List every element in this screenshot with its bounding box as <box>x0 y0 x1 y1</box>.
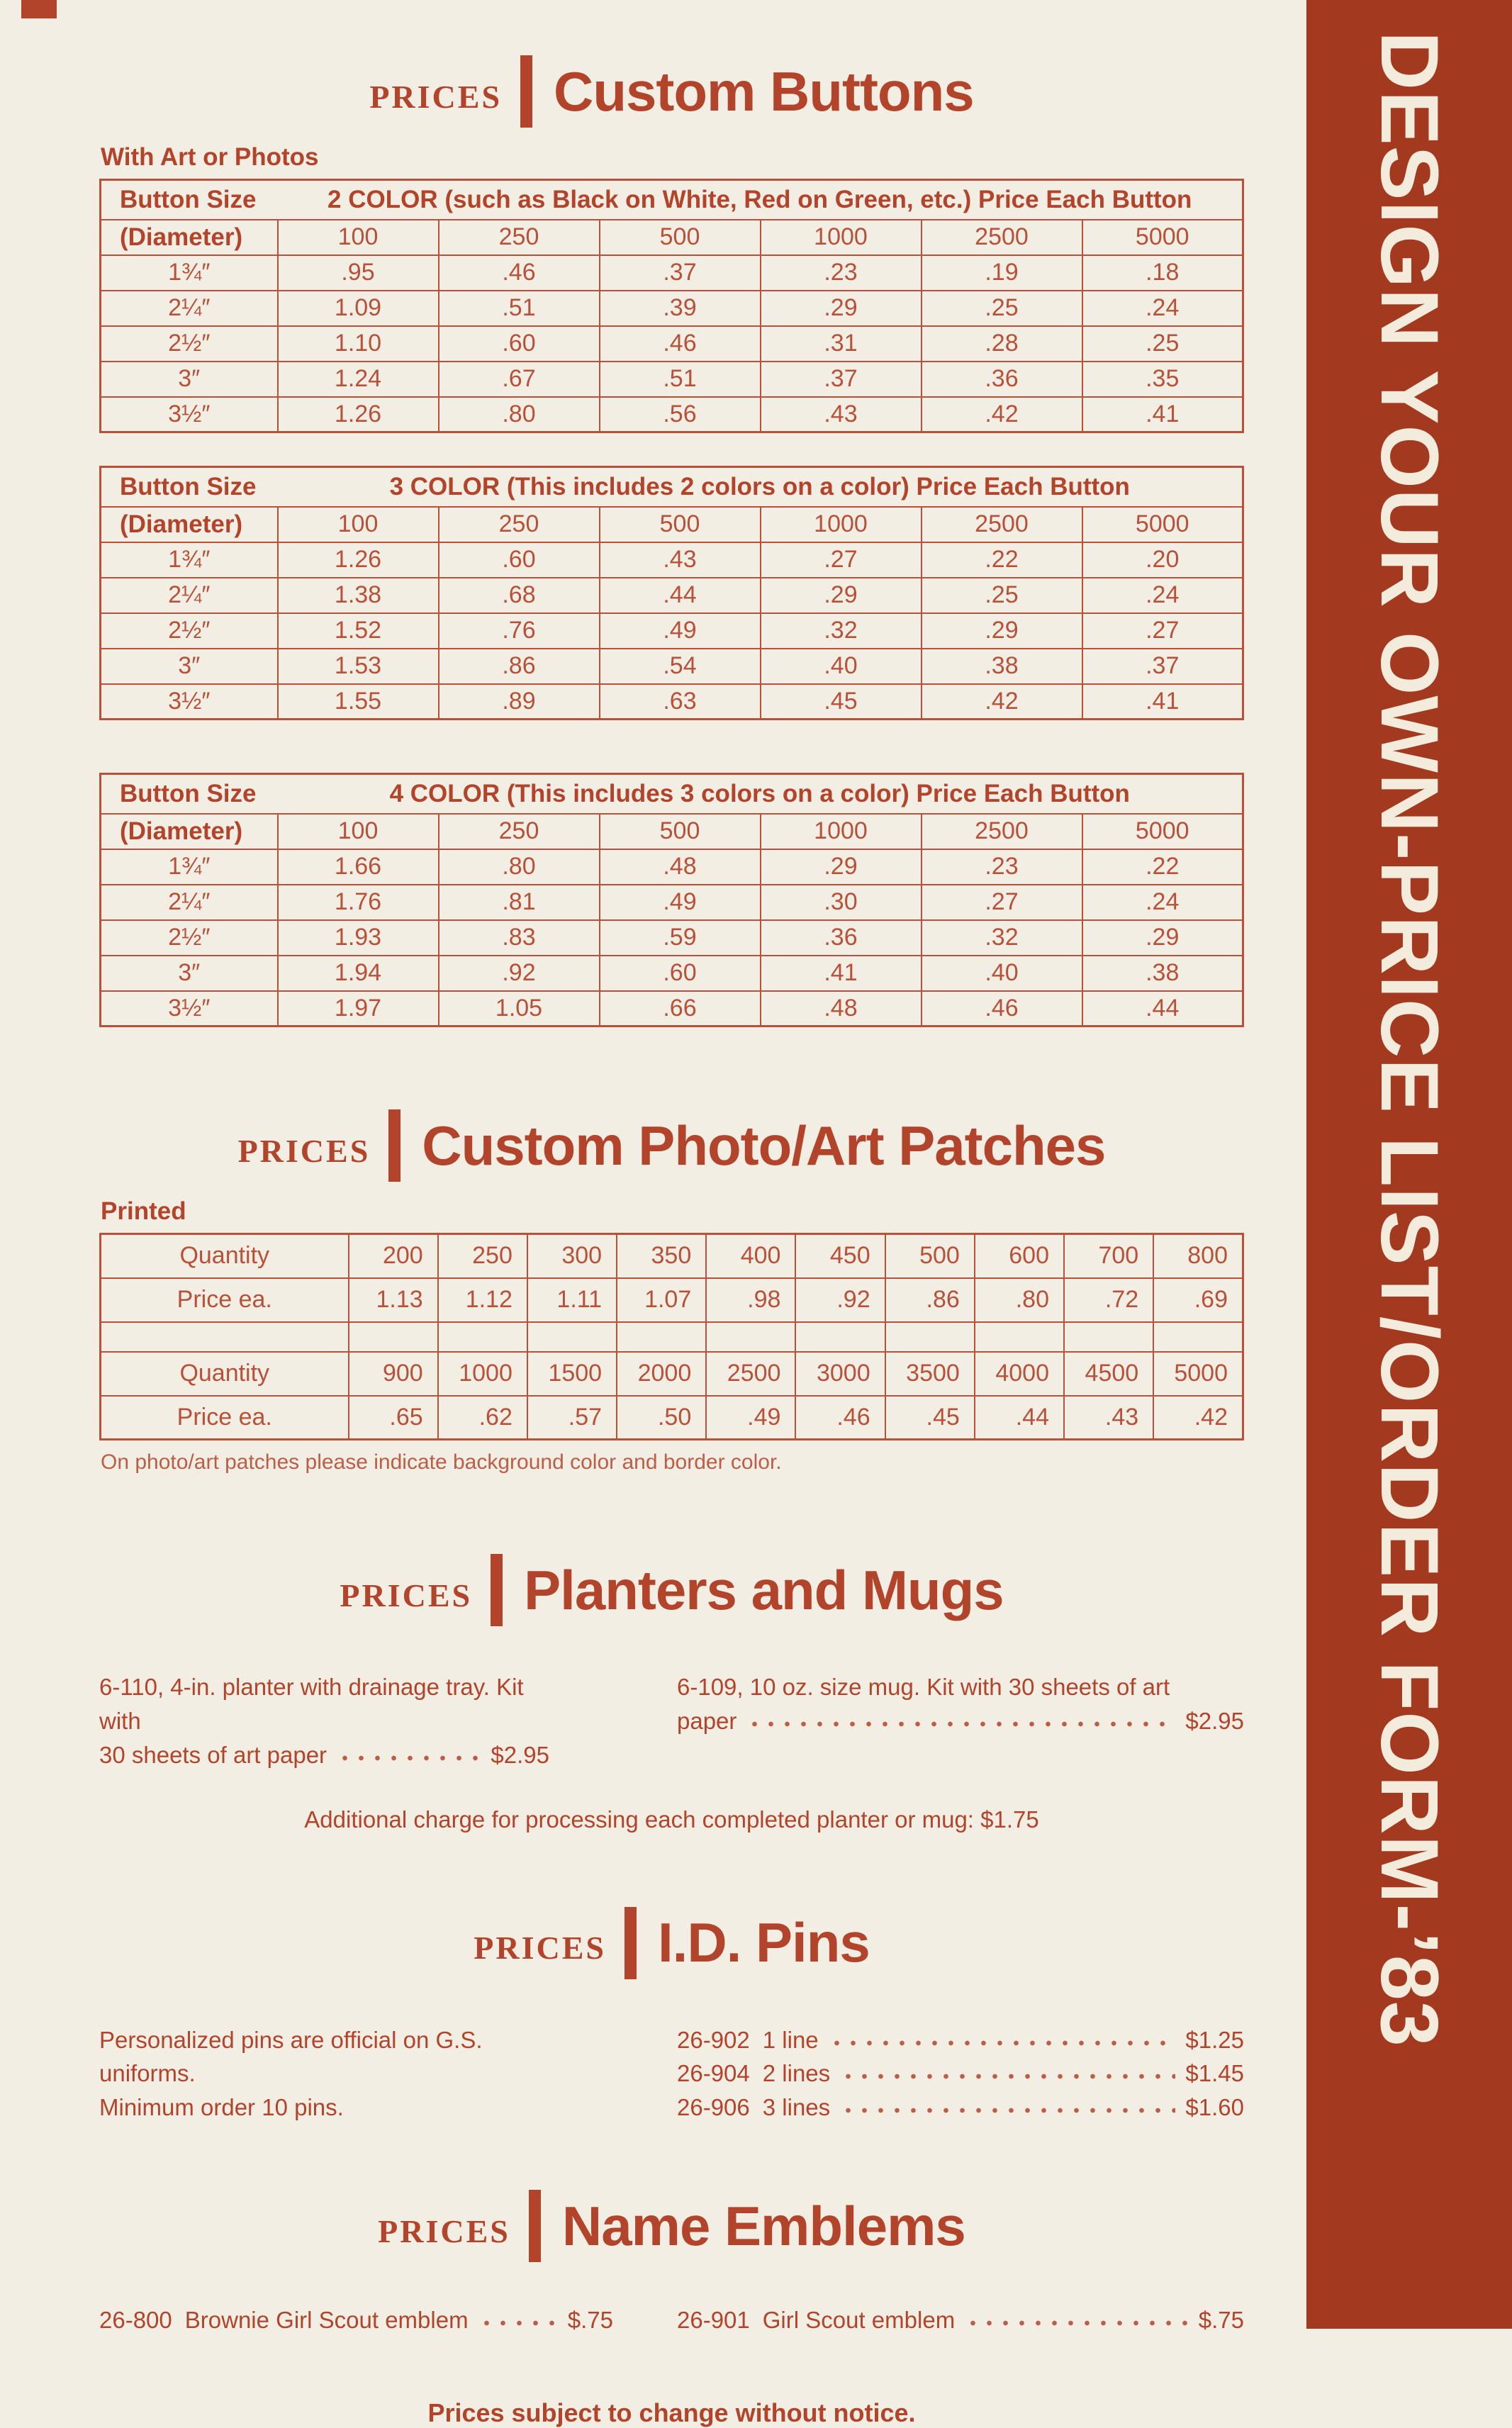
table-cell: .25 <box>1082 326 1243 362</box>
table-cell: .38 <box>1082 956 1243 991</box>
with-art-or-photos-label: With Art or Photos <box>101 143 319 171</box>
table-cell: .27 <box>1082 613 1243 649</box>
table-cell: 1¾″ <box>101 542 278 578</box>
table-header-cell: 500 <box>600 814 761 849</box>
heading-divider-bar <box>625 1907 637 1979</box>
vertical-band-text: DESIGN YOUR OWN-PRICE LIST/ORDER FORM-’83 <box>1364 31 1455 2047</box>
prices-eyebrow: PRICES <box>340 1577 473 1613</box>
patches-footnote: On photo/art patches please indicate background color and border color. <box>101 1450 782 1474</box>
table-cell: .66 <box>600 991 761 1026</box>
table-cell: .67 <box>439 362 600 397</box>
table-cell: .41 <box>1082 397 1243 432</box>
vertical-title-band <box>1306 0 1512 2329</box>
table-cell: 4500 <box>1064 1352 1153 1396</box>
item-text-line: 6-109, 10 oz. size mug. Kit with 30 sheets of art <box>677 1674 1170 1700</box>
table-cell: .31 <box>761 326 922 362</box>
button-price-table-2color <box>99 179 1244 433</box>
table-cell: .49 <box>600 613 761 649</box>
table-cell: .39 <box>600 291 761 326</box>
dot-leader <box>965 2305 1189 2328</box>
table-cell: .40 <box>761 649 922 684</box>
table-cell: .83 <box>439 920 600 956</box>
table-header-cell: Quantity <box>101 1352 349 1396</box>
table-cell: .42 <box>1153 1396 1243 1440</box>
item-price: $.75 <box>1198 2307 1244 2334</box>
table-row <box>101 326 1243 362</box>
table-cell: .46 <box>922 991 1082 1026</box>
table-row <box>101 885 1243 920</box>
table-cell: 1.24 <box>278 362 439 397</box>
table-cell: .48 <box>600 849 761 885</box>
pins-description-line: Minimum order 10 pins. <box>99 2094 344 2121</box>
item-price: $1.25 <box>1185 2026 1244 2053</box>
table-row <box>101 1234 1243 1278</box>
table-header-cell: Button Size <box>101 467 278 507</box>
table-header-cell: 1000 <box>761 220 922 255</box>
table-cell: .50 <box>617 1396 706 1440</box>
table-cell: 1.09 <box>278 291 439 326</box>
table-cell: 400 <box>706 1234 795 1278</box>
table-cell: .80 <box>439 849 600 885</box>
table-header-cell: Button Size <box>101 180 278 220</box>
table-cell: .43 <box>600 542 761 578</box>
table-cell: 250 <box>438 1234 527 1278</box>
table-header-cell: 250 <box>439 220 600 255</box>
table-cell: 3″ <box>101 362 278 397</box>
emblem-price-row <box>99 2303 613 2337</box>
table-cell: 1.26 <box>278 397 439 432</box>
price-change-notice: Prices subject to change without notice. <box>427 2398 916 2427</box>
table-row <box>101 397 1243 432</box>
table-header-cell: 1000 <box>761 507 922 542</box>
table-cell: 2½″ <box>101 920 278 956</box>
heading-divider-bar <box>388 1109 401 1182</box>
table-cell: .23 <box>761 255 922 291</box>
table-cell: .42 <box>922 397 1082 432</box>
table-row <box>101 613 1243 649</box>
table-row <box>101 362 1243 397</box>
item-label: 3 lines <box>762 2094 831 2121</box>
table-cell: .44 <box>600 578 761 613</box>
table-header-cell: (Diameter) <box>101 507 278 542</box>
pin-price-row <box>677 2057 1244 2091</box>
table-cell: .60 <box>600 956 761 991</box>
table-cell: .41 <box>761 956 922 991</box>
table-header-cell: 2500 <box>922 220 1082 255</box>
table-cell: .29 <box>922 613 1082 649</box>
table-cell: .60 <box>439 542 600 578</box>
item-code: 26-904 <box>677 2060 750 2087</box>
table-cell: 1.05 <box>439 991 600 1026</box>
table-cell: .72 <box>1064 1278 1153 1322</box>
table-cell: .51 <box>600 362 761 397</box>
brownie-emblem-item <box>99 2303 613 2337</box>
table-header-cell: (Diameter) <box>101 220 278 255</box>
table-cell: 3″ <box>101 956 278 991</box>
table-header-cell: Quantity <box>101 1234 349 1278</box>
table-header-cell: Price ea. <box>101 1278 349 1322</box>
table-cell: 2500 <box>706 1352 795 1396</box>
prices-eyebrow: PRICES <box>474 1930 606 1967</box>
table-row <box>101 684 1243 720</box>
table-cell <box>706 1322 795 1352</box>
item-code: 26-901 <box>677 2307 750 2334</box>
prices-eyebrow: PRICES <box>378 2212 510 2249</box>
table-cell: 5000 <box>1153 1352 1243 1396</box>
dot-leader <box>746 1706 1175 1729</box>
table-cell: .36 <box>922 362 1082 397</box>
table-row <box>101 467 1243 507</box>
table-cell: .95 <box>278 255 439 291</box>
table-cell: 3500 <box>885 1352 975 1396</box>
table-cell: .25 <box>922 578 1082 613</box>
pins-description-line: Personalized pins are official on G.S. uniforms. <box>99 2026 483 2087</box>
table-cell: .29 <box>761 291 922 326</box>
table-header-cell: 1000 <box>761 814 922 849</box>
table-cell: .27 <box>922 885 1082 920</box>
table-cell: .51 <box>439 291 600 326</box>
table-row <box>101 180 1243 220</box>
table-header-cell: Price ea. <box>101 1396 349 1440</box>
section-title: Custom Photo/Art Patches <box>422 1114 1106 1177</box>
table-cell <box>349 1322 438 1352</box>
table-cell: .49 <box>706 1396 795 1440</box>
item-text-line: 30 sheets of art paper <box>99 1741 327 1768</box>
table-cell: 1.26 <box>278 542 439 578</box>
table-header-cell: 2500 <box>922 507 1082 542</box>
table-cell: .37 <box>1082 649 1243 684</box>
table-cell: .30 <box>761 885 922 920</box>
item-code: 26-902 <box>677 2026 750 2053</box>
table-cell: .63 <box>600 684 761 720</box>
dot-leader <box>337 1740 481 1763</box>
table-cell: 900 <box>349 1352 438 1396</box>
item-price: $.75 <box>567 2307 613 2334</box>
dot-leader <box>829 2025 1176 2048</box>
table-cell: .86 <box>439 649 600 684</box>
table-cell: .23 <box>922 849 1082 885</box>
patches-heading <box>99 1109 1244 1182</box>
table-cell: 1000 <box>438 1352 527 1396</box>
table-row <box>101 1396 1243 1440</box>
item-leader-line <box>99 1738 549 1772</box>
table-row <box>101 1322 1243 1352</box>
table-row <box>101 1278 1243 1322</box>
item-label: Girl Scout emblem <box>762 2307 956 2334</box>
table-cell: .32 <box>761 613 922 649</box>
pin-price-row <box>677 2091 1244 2125</box>
table-cell: 450 <box>795 1234 885 1278</box>
table-cell: .46 <box>439 255 600 291</box>
table-cell: 1.53 <box>278 649 439 684</box>
table-cell: .80 <box>439 397 600 432</box>
table-cell: .62 <box>438 1396 527 1440</box>
table-cell: .76 <box>439 613 600 649</box>
item-label: 1 line <box>762 2026 819 2053</box>
id-pins-heading <box>99 1907 1244 1979</box>
additional-charge-note: Additional charge for processing each completed planter or mug: $1.75 <box>304 1806 1039 1833</box>
item-leader-line <box>677 1704 1244 1738</box>
table-cell: 2½″ <box>101 326 278 362</box>
table-cell: .86 <box>885 1278 975 1322</box>
table-cell: .25 <box>922 291 1082 326</box>
table-cell: 2½″ <box>101 613 278 649</box>
table-cell: .80 <box>975 1278 1064 1322</box>
table-cell: 1.12 <box>438 1278 527 1322</box>
table-cell: 1.10 <box>278 326 439 362</box>
table-cell: .42 <box>922 684 1082 720</box>
table-cell: 3½″ <box>101 684 278 720</box>
table-row <box>101 291 1243 326</box>
planters-heading <box>99 1554 1244 1626</box>
table-cell: 350 <box>617 1234 706 1278</box>
table-cell: 1.38 <box>278 578 439 613</box>
table-cell: .44 <box>975 1396 1064 1440</box>
table-header-cell: 100 <box>278 507 439 542</box>
table-cell: .92 <box>795 1278 885 1322</box>
button-price-table-4color <box>99 773 1244 1027</box>
table-header-cell: 500 <box>600 507 761 542</box>
table-header-cell: 5000 <box>1082 814 1243 849</box>
table-header-cell: 3 COLOR (This includes 2 colors on a color) Price Each Button <box>278 467 1243 507</box>
planter-kit-item <box>99 1670 549 1772</box>
table-cell: 1.76 <box>278 885 439 920</box>
table-cell: .24 <box>1082 885 1243 920</box>
table-cell: .65 <box>349 1396 438 1440</box>
table-header-cell: 100 <box>278 814 439 849</box>
table-cell: 1500 <box>527 1352 617 1396</box>
table-row <box>101 507 1243 542</box>
table-row <box>101 578 1243 613</box>
section-title: Name Emblems <box>561 2194 965 2257</box>
table-cell <box>617 1322 706 1352</box>
item-code: 26-800 <box>99 2307 172 2334</box>
prices-eyebrow: PRICES <box>237 1132 371 1169</box>
table-cell: .44 <box>1082 991 1243 1026</box>
table-header-cell: (Diameter) <box>101 814 278 849</box>
table-header-cell: 5000 <box>1082 220 1243 255</box>
table-cell: 600 <box>975 1234 1064 1278</box>
table-cell: .18 <box>1082 255 1243 291</box>
section-title: I.D. Pins <box>657 1911 870 1974</box>
table-cell: .24 <box>1082 578 1243 613</box>
table-cell: .46 <box>795 1396 885 1440</box>
pins-price-list <box>677 2023 1244 2125</box>
item-label: Brownie Girl Scout emblem <box>184 2307 469 2334</box>
heading-divider-bar <box>520 55 532 128</box>
patches-price-table <box>99 1233 1244 1440</box>
table-row <box>101 814 1243 849</box>
pin-price-row <box>677 2023 1244 2057</box>
table-cell: 2¼″ <box>101 578 278 613</box>
item-code: 26-906 <box>677 2094 750 2121</box>
table-cell: 3½″ <box>101 991 278 1026</box>
table-cell <box>101 1322 349 1352</box>
table-cell: .19 <box>922 255 1082 291</box>
table-cell: .29 <box>761 578 922 613</box>
table-cell: 1.52 <box>278 613 439 649</box>
mug-kit-item <box>677 1670 1244 1738</box>
table-cell: .37 <box>761 362 922 397</box>
table-cell: 500 <box>885 1234 975 1278</box>
item-label: 2 lines <box>762 2060 831 2087</box>
table-cell: .38 <box>922 649 1082 684</box>
table-header-cell: 250 <box>439 814 600 849</box>
custom-buttons-heading <box>99 55 1244 128</box>
table-cell: 1.55 <box>278 684 439 720</box>
table-cell: .29 <box>761 849 922 885</box>
table-cell: 1.93 <box>278 920 439 956</box>
dot-leader <box>478 2305 558 2328</box>
table-cell: .22 <box>1082 849 1243 885</box>
table-cell: 1.94 <box>278 956 439 991</box>
table-row <box>101 956 1243 991</box>
table-cell: 800 <box>1153 1234 1243 1278</box>
prices-eyebrow: PRICES <box>369 78 503 115</box>
table-row <box>101 991 1243 1026</box>
table-cell: .92 <box>439 956 600 991</box>
table-header-cell: 5000 <box>1082 507 1243 542</box>
table-cell: .68 <box>439 578 600 613</box>
button-price-table-3color <box>99 466 1244 720</box>
table-cell: 2¼″ <box>101 291 278 326</box>
table-cell: 200 <box>349 1234 438 1278</box>
table-cell: .24 <box>1082 291 1243 326</box>
printed-label: Printed <box>101 1197 186 1225</box>
table-cell <box>975 1322 1064 1352</box>
table-cell: .56 <box>600 397 761 432</box>
item-price: $2.95 <box>1185 1707 1244 1734</box>
table-cell: .28 <box>922 326 1082 362</box>
table-cell: .45 <box>761 684 922 720</box>
table-header-cell: 250 <box>439 507 600 542</box>
name-emblems-heading <box>99 2190 1244 2262</box>
table-header-cell: 500 <box>600 220 761 255</box>
table-cell: 700 <box>1064 1234 1153 1278</box>
table-cell: .49 <box>600 885 761 920</box>
table-cell: .57 <box>527 1396 617 1440</box>
table-cell: .43 <box>761 397 922 432</box>
table-cell: 3½″ <box>101 397 278 432</box>
table-cell: .36 <box>761 920 922 956</box>
item-price: $1.45 <box>1185 2060 1244 2087</box>
emblems-columns <box>99 2303 1244 2337</box>
table-cell: .45 <box>885 1396 975 1440</box>
table-header-cell: 2500 <box>922 814 1082 849</box>
heading-divider-bar <box>529 2190 541 2262</box>
table-cell: 4000 <box>975 1352 1064 1396</box>
table-header-cell: Button Size <box>101 774 278 814</box>
table-header-cell: 100 <box>278 220 439 255</box>
item-text-line: paper <box>677 1707 737 1734</box>
item-text-line: 6-110, 4-in. planter with drainage tray. Kit with <box>99 1674 524 1734</box>
dot-leader <box>840 2092 1175 2115</box>
table-cell: 1.07 <box>617 1278 706 1322</box>
table-header-cell: 4 COLOR (This includes 3 colors on a color) Price Each Button <box>278 774 1243 814</box>
table-cell: .43 <box>1064 1396 1153 1440</box>
planters-columns <box>99 1670 1244 1772</box>
table-row <box>101 849 1243 885</box>
table-header-cell: 2 COLOR (such as Black on White, Red on Green, etc.) Price Each Button <box>278 180 1243 220</box>
table-cell: 2¼″ <box>101 885 278 920</box>
table-cell: 1.66 <box>278 849 439 885</box>
table-cell: .69 <box>1153 1278 1243 1322</box>
item-price: $2.95 <box>491 1741 549 1768</box>
table-cell <box>1153 1322 1243 1352</box>
table-cell <box>795 1322 885 1352</box>
table-row <box>101 1352 1243 1396</box>
table-row <box>101 774 1243 814</box>
table-cell: .20 <box>1082 542 1243 578</box>
table-row <box>101 255 1243 291</box>
table-cell: .32 <box>922 920 1082 956</box>
table-cell: .37 <box>600 255 761 291</box>
table-cell: .54 <box>600 649 761 684</box>
girl-scout-emblem-item <box>677 2303 1244 2337</box>
section-title: Planters and Mugs <box>524 1558 1004 1621</box>
table-cell: .35 <box>1082 362 1243 397</box>
dot-leader <box>840 2058 1175 2081</box>
table-cell: .46 <box>600 326 761 362</box>
table-row <box>101 220 1243 255</box>
table-cell: .59 <box>600 920 761 956</box>
heading-divider-bar <box>491 1554 503 1626</box>
table-cell <box>527 1322 617 1352</box>
table-row <box>101 542 1243 578</box>
table-cell: 1¾″ <box>101 849 278 885</box>
emblem-price-row <box>677 2303 1244 2337</box>
table-cell: .81 <box>439 885 600 920</box>
table-cell: 1¾″ <box>101 255 278 291</box>
table-cell: 3000 <box>795 1352 885 1396</box>
pins-description <box>99 2023 549 2125</box>
table-cell <box>885 1322 975 1352</box>
item-price: $1.60 <box>1185 2094 1244 2121</box>
table-cell: 2000 <box>617 1352 706 1396</box>
table-cell: .41 <box>1082 684 1243 720</box>
table-cell: 1.97 <box>278 991 439 1026</box>
table-cell: .27 <box>761 542 922 578</box>
table-cell: 3″ <box>101 649 278 684</box>
table-cell: .22 <box>922 542 1082 578</box>
table-cell: .89 <box>439 684 600 720</box>
table-cell: .60 <box>439 326 600 362</box>
section-title: Custom Buttons <box>554 60 974 123</box>
table-cell: .29 <box>1082 920 1243 956</box>
table-cell <box>1064 1322 1153 1352</box>
table-cell: .40 <box>922 956 1082 991</box>
table-cell: .98 <box>706 1278 795 1322</box>
table-cell: .48 <box>761 991 922 1026</box>
table-row <box>101 649 1243 684</box>
table-cell: 1.13 <box>349 1278 438 1322</box>
table-cell <box>438 1322 527 1352</box>
table-cell: 300 <box>527 1234 617 1278</box>
pins-columns <box>99 2023 1244 2125</box>
table-cell: 1.11 <box>527 1278 617 1322</box>
table-row <box>101 920 1243 956</box>
